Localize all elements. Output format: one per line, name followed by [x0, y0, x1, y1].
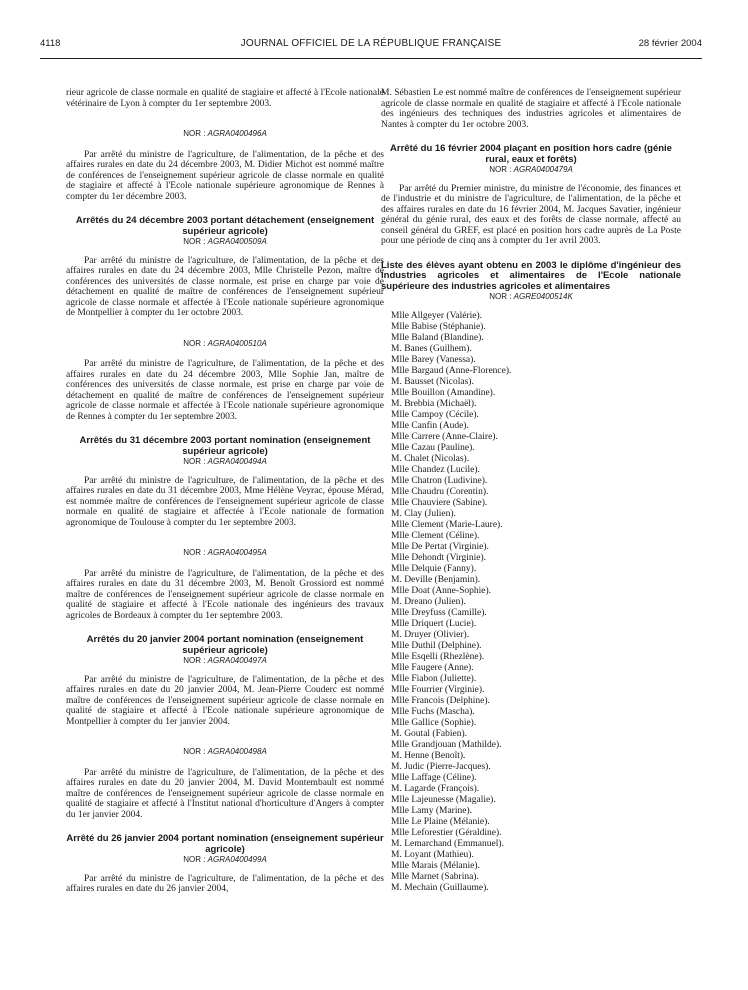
header-rule	[40, 58, 702, 59]
list-item: Mlle Grandjouan (Mathilde).	[391, 739, 502, 750]
list-item: M. Lemarchand (Emmanuel).	[391, 838, 504, 849]
list-item: Mlle Baland (Blandine).	[391, 332, 484, 343]
list-item: Mlle Duthil (Delphine).	[391, 640, 482, 651]
decree-paragraph: Par arrêté du ministre de l'agriculture, de l'alimentation, de la pêche et des affaires rurales en date du 20 janvier 2004, M. David Montembault est nommé maître de conférences de l'enseignement supérieur agricole de classe normale en qualité de stagiaire et affecté à l'Institut national d'horticulture d'Angers à compter du 1er janvier 2004.	[66, 767, 384, 820]
list-item: Mlle Fourrier (Virginie).	[391, 684, 485, 695]
list-item: M. Brebbia (Michaël).	[391, 398, 477, 409]
list-item: M. Bausset (Nicolas).	[391, 376, 474, 387]
section-heading: Arrêté du 16 février 2004 plaçant en position hors cadre (génie rural, eaux et forêts)	[390, 143, 672, 165]
decree-paragraph: Par arrêté du ministre de l'agriculture, de l'alimentation, de la pêche et des affaires rurales en date du 24 décembre 2003, M. Didier Michot est nommé maître de conférences de l'enseignement supérieur agricole de classe normale en qualité de stagiaire et affecté à l'Ecole nationale supérieure agronomique de Rennes à compter du 1er décembre 2003.	[66, 149, 384, 202]
nor-reference: NOR : AGRE0400514K	[489, 292, 573, 301]
decree-paragraph: Par arrêté du ministre de l'agriculture, de l'alimentation, de la pêche et des affaires rurales en date du 31 décembre 2003, M. Benoît Grossiord est nommé maître de conférences de l'enseignement supérieur agricole de classe normale en qualité de stagiaire et affecté à l'Ecole nationale des ingénieurs des travaux agricoles de Bordeaux à compter du 1er septembre 2003.	[66, 568, 384, 621]
continued-paragraph: rieur agricole de classe normale en qualité de stagiaire et affecté à l'Ecole nationale vétérinaire de Lyon à compter du 1er septembre 2003.	[66, 88, 384, 109]
nor-reference: NOR : AGRA0400498A	[183, 747, 267, 756]
list-item: Mlle Lajeunesse (Magalie).	[391, 794, 496, 805]
nor-reference: NOR : AGRA0400494A	[183, 457, 267, 466]
nor-reference: NOR : AGRA0400496A	[183, 129, 267, 138]
list-item: Mlle Fuchs (Mascha).	[391, 706, 475, 717]
nor-reference: NOR : AGRA0400479A	[489, 165, 573, 174]
list-item: Mlle Gallice (Sophie).	[391, 717, 477, 728]
list-item: Mlle Doat (Anne-Sophie).	[391, 585, 491, 596]
decree-paragraph: Par arrêté du Premier ministre, du ministre de l'économie, des finances et de l'industrie et du ministre de l'agriculture, de l'alimentation, de la pêche et des affaires rurales en date du 16 février 2004, M. Jacques Savatier, ingénieur général du génie rural, des eaux et des forêts de classe normale, affecté au conseil général du GREF, est placé en position hors cadre auprès de La Poste pour une période de cinq ans à compter du 1er avril 2003.	[381, 183, 681, 246]
decree-paragraph: Par arrêté du ministre de l'agriculture, de l'alimentation, de la pêche et des affaires rurales en date du 26 janvier 2004,	[66, 873, 384, 894]
nor-reference: NOR : AGRA0400497A	[183, 656, 267, 665]
list-item: M. Banes (Guilhem).	[391, 343, 472, 354]
list-item: Mlle Babise (Stéphanie).	[391, 321, 486, 332]
list-item: M. Deville (Benjamin).	[391, 574, 481, 585]
nor-reference: NOR : AGRA0400509A	[183, 237, 267, 246]
list-item: Mlle Clement (Céline).	[391, 530, 480, 541]
list-item: Mlle Fiabon (Juliette).	[391, 673, 477, 684]
list-item: Mlle Allgeyer (Valérie).	[391, 310, 483, 321]
decree-paragraph: Par arrêté du ministre de l'agriculture, de l'alimentation, de la pêche et des affaires rurales en date du 24 décembre 2003, Mlle Sophie Jan, maître de conférences des universités de classe normale, est prise en charge par voie de détachement en qualité de maître de conférences de l'enseignement supérieur agricole de classe normale et affectée à l'Ecole nationale supérieure agronomique de Rennes à compter du 1er septembre 2003.	[66, 359, 384, 422]
section-heading: Arrêtés du 24 décembre 2003 portant détachement (enseignement supérieur agricole)	[75, 215, 375, 237]
continued-paragraph: M. Sébastien Le est nommé maître de conférences de l'enseignement supérieur agricole de classe normale en qualité de stagiaire et affecté à l'Ecole nationale des ingénieurs des techniques des industries agricoles et alimentaires de Nantes à compter du 1er octobre 2003.	[381, 88, 681, 130]
section-heading: Liste des élèves ayant obtenu en 2003 le diplôme d'ingénieur des industries agricoles et alimentaires de l'Ecole nationale supérieure des industries agricoles et alimentaires	[381, 259, 681, 292]
list-item: Mlle Delquie (Fanny).	[391, 563, 477, 574]
list-item: Mlle Canfin (Aude).	[391, 420, 469, 431]
list-item: M. Loyant (Mathieu).	[391, 849, 474, 860]
list-item: Mlle Campoy (Cécile).	[391, 409, 479, 420]
list-item: Mlle Chatron (Ludivine).	[391, 475, 488, 486]
list-item: Mlle Francois (Delphine).	[391, 695, 490, 706]
section-heading: Arrêtés du 20 janvier 2004 portant nomination (enseignement supérieur agricole)	[86, 634, 364, 656]
list-item: Mlle Marnet (Sabrina).	[391, 871, 479, 882]
list-item: Mlle Marais (Mélanie).	[391, 860, 480, 871]
list-item: Mlle Le Plaine (Mélanie).	[391, 816, 490, 827]
section-heading: Arrêté du 26 janvier 2004 portant nomination (enseignement supérieur agricole)	[66, 833, 384, 855]
page-header	[40, 38, 702, 54]
list-item: Mlle Lamy (Marine).	[391, 805, 472, 816]
section-heading: Arrêtés du 31 décembre 2003 portant nomination (enseignement supérieur agricole)	[79, 435, 371, 457]
list-item: M. Goutal (Fabien).	[391, 728, 467, 739]
decree-paragraph: Par arrêté du ministre de l'agriculture, de l'alimentation, de la pêche et des affaires rurales en date du 31 décembre 2003, Mme Hélène Veyrac, épouse Mérad, est nommée maître de conférences de l'enseignement supérieur agricole de classe normale en qualité de stagiaire et affectée à l'Ecole nationale de formation agronomique de Toulouse à compter du 1er septembre 2003.	[66, 475, 384, 528]
list-item: M. Druyer (Olivier).	[391, 629, 470, 640]
list-item: M. Dreano (Julien).	[391, 596, 466, 607]
list-item: Mlle Laffage (Céline).	[391, 772, 477, 783]
list-item: M. Lagarde (François).	[391, 783, 480, 794]
list-item: Mlle Chaudru (Corentin).	[391, 486, 489, 497]
list-item: Mlle Bargaud (Anne-Florence).	[391, 365, 512, 376]
list-item: M. Judic (Pierre-Jacques).	[391, 761, 491, 772]
nor-reference: NOR : AGRA0400510A	[183, 338, 267, 348]
right-column	[381, 88, 681, 894]
list-item: Mlle Barey (Vanessa).	[391, 354, 476, 365]
list-item: Mlle Bouillon (Amandine).	[391, 387, 496, 398]
list-item: M. Henne (Benoît).	[391, 750, 466, 761]
journal-title: JOURNAL OFFICIEL DE LA RÉPUBLIQUE FRANÇAISE	[240, 38, 502, 49]
list-item: Mlle Chauviere (Sabine).	[391, 497, 488, 508]
list-item: Mlle De Pertat (Virginie).	[391, 541, 489, 552]
list-item: Mlle Carrere (Anne-Claire).	[391, 431, 498, 442]
list-item: Mlle Faugere (Anne).	[391, 662, 474, 673]
list-item: M. Chalet (Nicolas).	[391, 453, 470, 464]
list-item: Mlle Leforestier (Géraldine).	[391, 827, 502, 838]
list-item: Mlle Dreyfuss (Camille).	[391, 607, 487, 618]
decree-paragraph: Par arrêté du ministre de l'agriculture, de l'alimentation, de la pêche et des affaires rurales en date du 20 janvier 2004, M. Jean-Pierre Couderc est nommé maître de conférences de l'enseignement supérieur agricole de classe normale en qualité de stagiaire et affecté à l'Ecole nationale supérieure agronomique de Montpellier à compter du 1er janvier 2004.	[66, 674, 384, 727]
page-number: 4118	[40, 38, 61, 49]
list-item: Mlle Driquert (Lucie).	[391, 618, 477, 629]
list-item: M. Mechain (Guillaume).	[391, 882, 489, 893]
list-item: Mlle Cazau (Pauline).	[391, 442, 475, 453]
list-item: Mlle Clement (Marie-Laure).	[391, 519, 503, 530]
list-item: Mlle Esqelli (Rhezlène).	[391, 651, 485, 662]
list-item: Mlle Dehondt (Virginie).	[391, 552, 487, 563]
left-column	[66, 88, 384, 895]
issue-date: 28 février 2004	[638, 38, 702, 49]
nor-reference: NOR : AGRA0400499A	[183, 855, 267, 864]
decree-paragraph: Par arrêté du ministre de l'agriculture, de l'alimentation, de la pêche et des affaires rurales en date du 24 décembre 2003, Mlle Christelle Pezon, maître de conférences des universités de classe normale, est prise en charge par voie de détachement en qualité de maître de conférences de l'enseignement supérieur agricole de classe normale et affectée à l'Ecole nationale supérieure agronomique de Montpellier à compter du 1er octobre 2003.	[66, 255, 384, 318]
list-item: Mlle Chandez (Lucile).	[391, 464, 480, 475]
list-item: M. Clay (Julien).	[391, 508, 456, 519]
nor-reference: NOR : AGRA0400495A	[183, 548, 267, 557]
graduates-list	[381, 311, 681, 894]
